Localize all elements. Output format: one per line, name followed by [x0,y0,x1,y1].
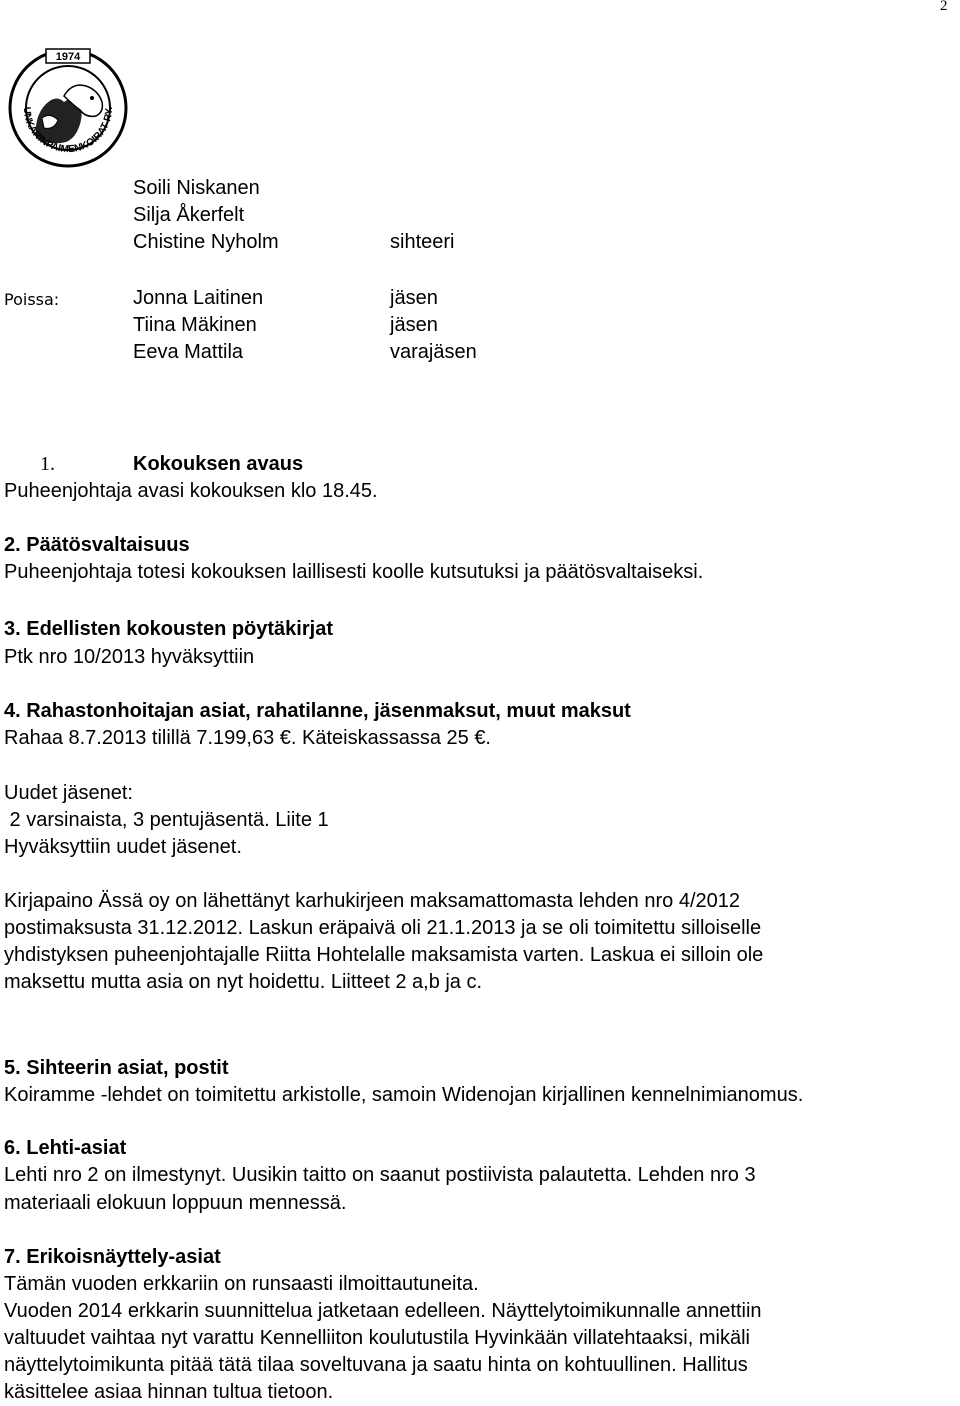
section-heading: 7. Erikoisnäyttely-asiat [4,1246,221,1268]
section-text: Hyväksyttiin uudet jäsenet. [4,836,242,858]
section-text: Puheenjohtaja avasi kokouksen klo 18.45. [4,480,378,502]
page-number: 2 [940,0,948,14]
section-text: näyttelytoimikunta pitää tätä tilaa soveltuvana ja saatu hinta on kohtuullinen. Hallitus [4,1354,748,1376]
section-text: Uudet jäsenet: [4,782,133,804]
section-text: Rahaa 8.7.2013 tilillä 7.199,63 €. Käteiskassassa 25 €. [4,727,491,749]
club-logo [6,46,130,170]
section-text: Ptk nro 10/2013 hyväksyttiin [4,646,255,668]
section-text: 2 varsinaista, 3 pentujäsentä. Liite 1 [4,809,329,831]
section-text: maksettu mutta asia on nyt hoidettu. Liitteet 2 a,b ja c. [4,971,483,993]
section-text: Lehti nro 2 on ilmestynyt. Uusikin taitto on saanut postiivista palautetta. Lehden nro 3 [4,1164,756,1186]
section-text: käsittelee asiaa hinnan tultua tietoon. [4,1381,334,1403]
section-text: valtuudet vaihtaa nyt varattu Kennelliiton koulutustila Hyvinkään villatehtaaksi, mikäli [4,1327,750,1349]
section-heading: 3. Edellisten kokousten pöytäkirjat [4,618,333,640]
section-text: Koiramme -lehdet on toimitettu arkistolle, samoin Widenojan kirjallinen kennelnimianomus. [4,1084,804,1106]
section-number: 1. [40,453,55,475]
section-text: Vuoden 2014 erkkarin suunnittelua jatketaan edelleen. Näyttelytoimikunnalle annettiin [4,1300,762,1322]
section-heading: 6. Lehti-asiat [4,1137,127,1159]
attendee-role: sihteeri [390,231,455,253]
absent-role: jäsen [390,314,438,336]
attendee-name: Chistine Nyholm [133,231,279,253]
logo-year: 1974 [55,51,81,63]
absent-name: Eeva Mattila [133,341,244,363]
section-text: Kirjapaino Ässä oy on lähettänyt karhukirjeen maksamattomasta lehden nro 4/2012 [4,890,740,912]
section-text: postimaksusta 31.12.2012. Laskun eräpaivä oli 21.1.2013 ja se oli toimitettu silloiselle [4,917,762,939]
section-heading: Kokouksen avaus [133,453,304,475]
absent-label: Poissa: [4,290,60,309]
section-text: Tämän vuoden erkkariin on runsaasti ilmoittautuneita. [4,1273,479,1295]
absent-name: Tiina Mäkinen [133,314,257,336]
section-text: Puheenjohtaja totesi kokouksen laillisesti koolle kutsutuksi ja päätösvaltaiseksi. [4,561,704,583]
logo-ring-text: UNKARINPAIMENKOIRAT RY. [20,106,116,156]
absent-role: jäsen [390,287,438,309]
attendee-name: Soili Niskanen [133,177,260,199]
section-heading: 2. Päätösvaltaisuus [4,534,190,556]
section-heading: 5. Sihteerin asiat, postit [4,1057,229,1079]
section-heading: 4. Rahastonhoitajan asiat, rahatilanne, jäsenmaksut, muut maksut [4,700,631,722]
section-text: yhdistyksen puheenjohtajalle Riitta Hohtelalle maksamista varten. Laskua ei silloin ole [4,944,764,966]
absent-name: Jonna Laitinen [133,287,264,309]
section-text: materiaali elokuun loppuun mennessä. [4,1192,347,1214]
absent-role: varajäsen [390,341,477,363]
attendee-name: Silja Åkerfelt [133,204,245,226]
